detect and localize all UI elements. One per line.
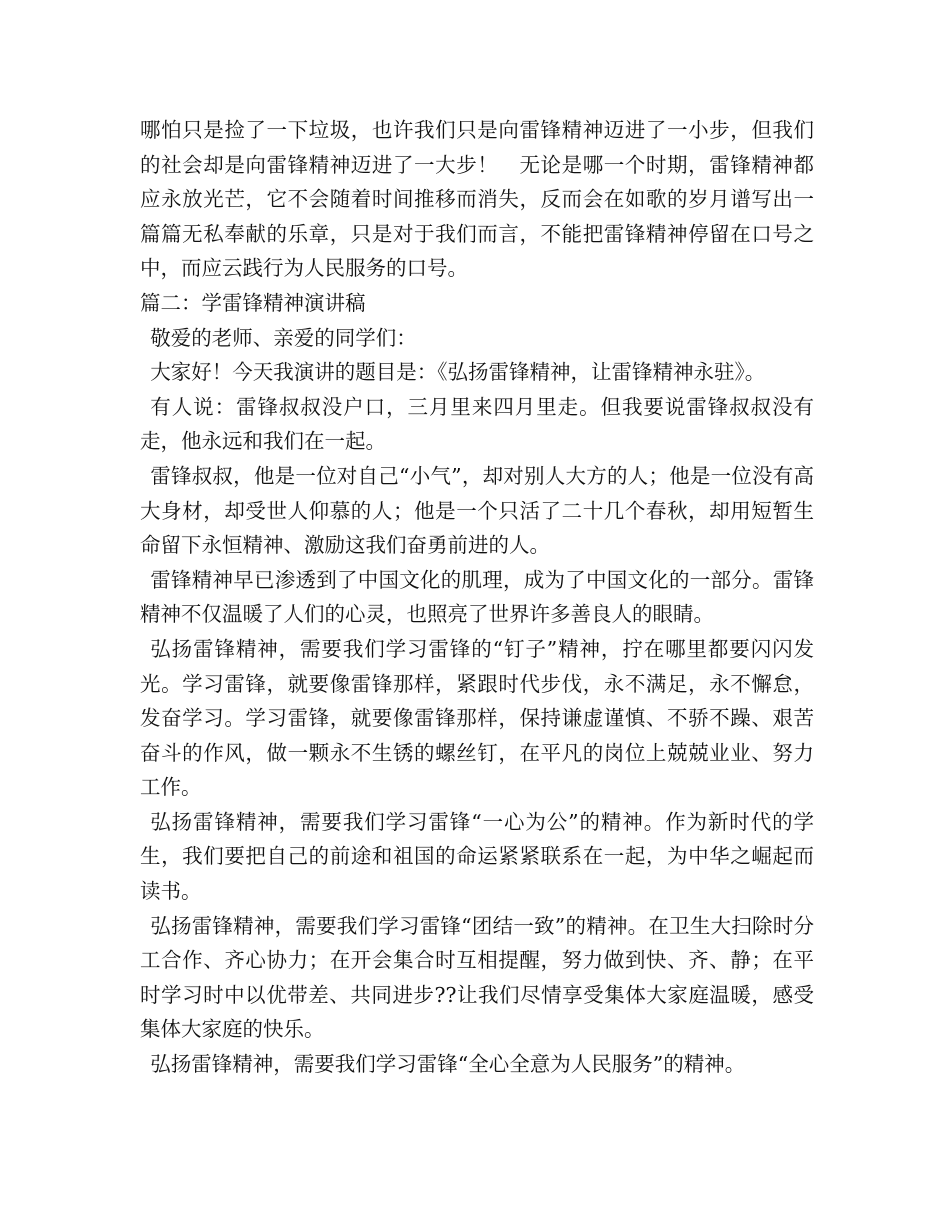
paragraph-8: 弘扬雷锋精神，需要我们学习雷锋的“钉子”精神，拧在哪里都要闪闪发光。学习雷锋，就要像雷锋那样，紧跟时代步伐，永不满足，永不懈怠，发奋学习。学习雷锋，就要像雷锋那样，保持谦虚谨慎、不骄不躁、艰苦奋斗的作风，做一颗永不生锈的螺丝钉，在平凡的岗位上兢兢业业、努力工作。: [140, 636, 814, 800]
paragraph-4: 大家好！今天我演讲的题目是：《弘扬雷锋精神，让雷锋精神永驻》。: [150, 360, 766, 385]
document-body: [140, 113, 814, 1082]
section-heading: 篇二：学雷锋精神演讲稿: [140, 290, 366, 315]
paragraph-5: 有人说：雷锋叔叔没户口，三月里来四月里走。但我要说雷锋叔叔没有走，他永远和我们在一起。: [140, 394, 814, 454]
paragraph-6: 雷锋叔叔，他是一位对自己“小气”，却对别人大方的人；他是一位没有高大身材，却受世人仰慕的人；他是一个只活了二十几个春秋，却用短暂生命留下永恒精神、激励这我们奋勇前进的人。: [140, 463, 814, 558]
paragraph-11: 弘扬雷锋精神，需要我们学习雷锋“全心全意为人民服务”的精神。: [150, 1052, 746, 1077]
paragraph-10: 弘扬雷锋精神，需要我们学习雷锋“团结一致”的精神。在卫生大扫除时分工合作、齐心协力；在开会集合时互相提醒，努力做到快、齐、静；在平时学习时中以优带差、共同进步??让我们尽情享受集体大家庭温暖，感受集体大家庭的快乐。: [140, 913, 814, 1042]
paragraph-1: 哪怕只是捡了一下垃圾，也许我们只是向雷锋精神迈进了一小步，但我们的社会却是向雷锋精神迈进了一大步！ 无论是哪一个时期，雷锋精神都应永放光芒，它不会随着时间推移而消失，反而会在如歌的岁月谱写出一篇篇无私奉献的乐章，只是对于我们而言，不能把雷锋精神停留在口号之中，而应云践行为人民服务的口号。: [140, 118, 814, 281]
salutation: 敬爱的老师、亲爱的同学们：: [150, 325, 417, 350]
paragraph-7: 雷锋精神早已渗透到了中国文化的肌理，成为了中国文化的一部分。雷锋精神不仅温暖了人们的心灵，也照亮了世界许多善良人的眼睛。: [140, 567, 814, 627]
paragraph-9: 弘扬雷锋精神，需要我们学习雷锋“一心为公”的精神。作为新时代的学生，我们要把自己的前途和祖国的命运紧紧联系在一起，为中华之崛起而读书。: [140, 809, 814, 904]
